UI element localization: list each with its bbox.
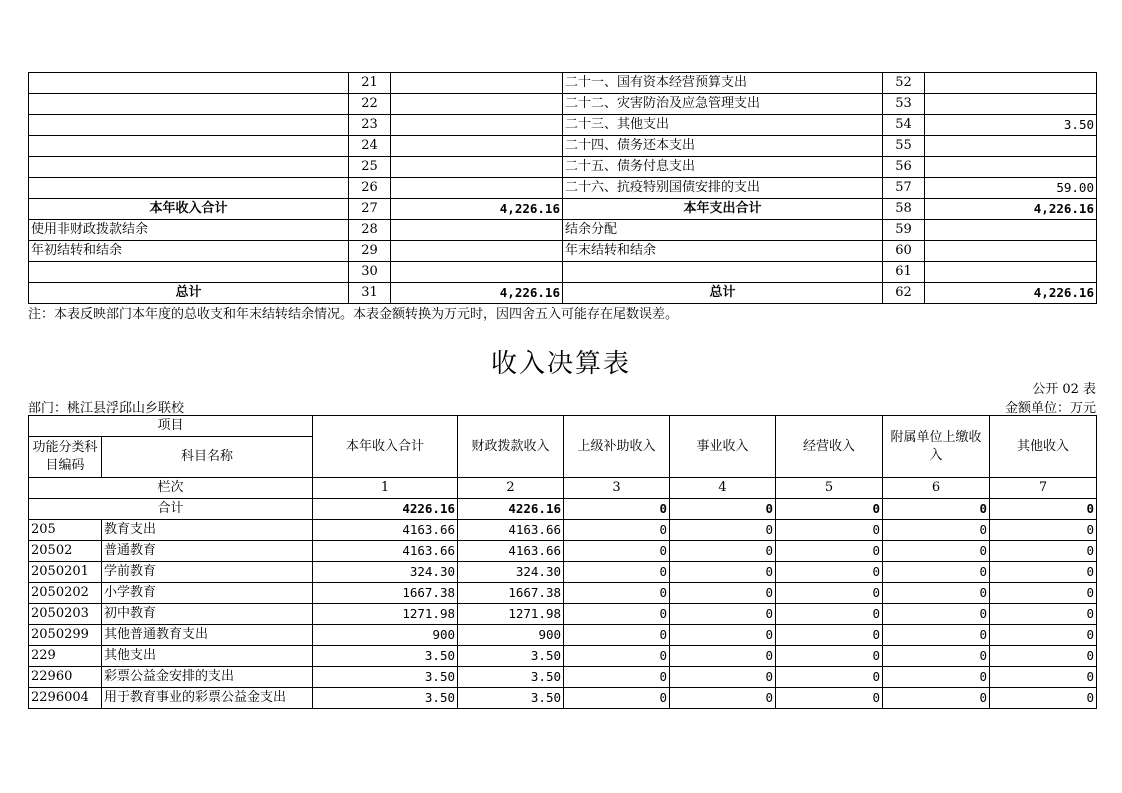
expense-item-label: 二十六、抗疫特别国债安排的支出 — [563, 178, 883, 199]
subject-code: 20502 — [29, 541, 102, 562]
subject-name: 用于教育事业的彩票公益金支出 — [102, 688, 313, 709]
income-value: 0 — [670, 667, 776, 688]
income-item-label — [29, 157, 349, 178]
expense-line-number: 62 — [883, 283, 925, 304]
income-value: 0 — [670, 646, 776, 667]
income-value: 4163.66 — [458, 541, 564, 562]
income-line-number: 30 — [349, 262, 391, 283]
column-number-label: 栏次 — [29, 478, 313, 499]
subject-name: 其他普通教育支出 — [102, 625, 313, 646]
income-item-label — [29, 115, 349, 136]
income-line-number: 26 — [349, 178, 391, 199]
subject-code: 2050202 — [29, 583, 102, 604]
expense-line-number: 61 — [883, 262, 925, 283]
expense-amount: 4,226.16 — [925, 283, 1097, 304]
income-item-label: 本年收入合计 — [29, 199, 349, 220]
table-row — [29, 604, 1097, 625]
income-value: 0 — [883, 541, 990, 562]
income-line-number: 29 — [349, 241, 391, 262]
header-row-1 — [29, 416, 1097, 437]
income-item-label: 使用非财政拨款结余 — [29, 220, 349, 241]
total-row — [29, 499, 1097, 520]
expense-line-number: 58 — [883, 199, 925, 220]
income-item-label: 总计 — [29, 283, 349, 304]
table-row — [29, 583, 1097, 604]
income-value: 0 — [776, 667, 883, 688]
expense-amount: 4,226.16 — [925, 199, 1097, 220]
table-row — [29, 625, 1097, 646]
income-amount: 4,226.16 — [391, 199, 563, 220]
expense-line-number: 53 — [883, 94, 925, 115]
expense-item-label: 二十三、其他支出 — [563, 115, 883, 136]
expense-item-label: 二十一、国有资本经营预算支出 — [563, 73, 883, 94]
header-code: 功能分类科目编码 — [29, 437, 102, 478]
expense-amount — [925, 262, 1097, 283]
total-value: 0 — [883, 499, 990, 520]
income-line-number: 27 — [349, 199, 391, 220]
expense-amount: 59.00 — [925, 178, 1097, 199]
income-amount — [391, 178, 563, 199]
income-value: 0 — [564, 646, 670, 667]
income-value: 0 — [670, 562, 776, 583]
income-value: 0 — [990, 583, 1097, 604]
income-value: 4163.66 — [458, 520, 564, 541]
income-value: 0 — [990, 667, 1097, 688]
income-value: 0 — [564, 520, 670, 541]
income-value: 0 — [883, 520, 990, 541]
header-col-5: 经营收入 — [776, 416, 883, 478]
income-value: 0 — [776, 688, 883, 709]
expense-item-label — [563, 262, 883, 283]
income-value: 0 — [564, 562, 670, 583]
column-number: 1 — [313, 478, 458, 499]
summary-row — [29, 136, 1097, 157]
expense-amount — [925, 94, 1097, 115]
income-line-number: 23 — [349, 115, 391, 136]
income-value: 0 — [883, 583, 990, 604]
expense-amount — [925, 157, 1097, 178]
income-value: 3.50 — [313, 688, 458, 709]
subject-name: 初中教育 — [102, 604, 313, 625]
income-value: 3.50 — [458, 667, 564, 688]
expense-amount — [925, 241, 1097, 262]
summary-row — [29, 220, 1097, 241]
expense-line-number: 55 — [883, 136, 925, 157]
header-item: 项目 — [29, 416, 313, 437]
expense-line-number: 54 — [883, 115, 925, 136]
income-value: 0 — [990, 520, 1097, 541]
income-value: 4163.66 — [313, 520, 458, 541]
expense-item-label: 结余分配 — [563, 220, 883, 241]
income-value: 0 — [564, 688, 670, 709]
income-value: 0 — [776, 604, 883, 625]
table-note: 注：本表反映部门本年度的总收支和年末结转结余情况。本表金额转换为万元时，因四舍五入可能存在尾数误差。 — [28, 307, 679, 322]
income-value: 0 — [990, 646, 1097, 667]
table-row — [29, 646, 1097, 667]
income-table — [28, 415, 1097, 709]
summary-row — [29, 115, 1097, 136]
subject-code: 2050299 — [29, 625, 102, 646]
expense-line-number: 60 — [883, 241, 925, 262]
income-amount — [391, 94, 563, 115]
income-value: 324.30 — [458, 562, 564, 583]
expense-line-number: 56 — [883, 157, 925, 178]
department-label: 部门：桃江县浮邱山乡联校 — [28, 401, 185, 416]
summary-row — [29, 241, 1097, 262]
income-value: 0 — [776, 625, 883, 646]
income-value: 0 — [990, 541, 1097, 562]
income-value: 0 — [883, 625, 990, 646]
column-number: 4 — [670, 478, 776, 499]
income-value: 900 — [458, 625, 564, 646]
header-col-1: 本年收入合计 — [313, 416, 458, 478]
subject-name: 其他支出 — [102, 646, 313, 667]
income-value: 3.50 — [458, 688, 564, 709]
total-value: 0 — [990, 499, 1097, 520]
expense-line-number: 57 — [883, 178, 925, 199]
income-value: 0 — [776, 646, 883, 667]
expense-line-number: 59 — [883, 220, 925, 241]
income-amount — [391, 262, 563, 283]
subject-code: 205 — [29, 520, 102, 541]
column-number: 5 — [776, 478, 883, 499]
header-col-6: 附属单位上缴收入 — [883, 416, 990, 478]
column-number: 6 — [883, 478, 990, 499]
table-row — [29, 688, 1097, 709]
income-amount — [391, 73, 563, 94]
income-value: 1271.98 — [313, 604, 458, 625]
summary-table — [28, 72, 1097, 304]
public-table-number: 公开 02 表 — [1032, 382, 1096, 397]
total-value: 4226.16 — [313, 499, 458, 520]
income-amount — [391, 136, 563, 157]
subject-code: 2050201 — [29, 562, 102, 583]
income-item-label: 年初结转和结余 — [29, 241, 349, 262]
income-value: 0 — [564, 667, 670, 688]
income-value: 0 — [670, 541, 776, 562]
summary-row — [29, 262, 1097, 283]
expense-amount — [925, 73, 1097, 94]
income-value: 1271.98 — [458, 604, 564, 625]
subject-name: 普通教育 — [102, 541, 313, 562]
income-line-number: 24 — [349, 136, 391, 157]
income-value: 0 — [776, 562, 883, 583]
summary-row — [29, 157, 1097, 178]
summary-row — [29, 283, 1097, 304]
header-col-7: 其他收入 — [990, 416, 1097, 478]
income-line-number: 25 — [349, 157, 391, 178]
header-col-3: 上级补助收入 — [564, 416, 670, 478]
header-col-2: 财政拨款收入 — [458, 416, 564, 478]
column-number: 3 — [564, 478, 670, 499]
income-value: 0 — [564, 625, 670, 646]
expense-item-label: 本年支出合计 — [563, 199, 883, 220]
column-number-row — [29, 478, 1097, 499]
income-item-label — [29, 178, 349, 199]
income-value: 324.30 — [313, 562, 458, 583]
income-amount — [391, 115, 563, 136]
table-row — [29, 520, 1097, 541]
income-value: 1667.38 — [458, 583, 564, 604]
expense-item-label: 年末结转和结余 — [563, 241, 883, 262]
income-value: 0 — [883, 688, 990, 709]
expense-amount — [925, 136, 1097, 157]
income-value: 0 — [564, 583, 670, 604]
income-value: 0 — [883, 667, 990, 688]
income-value: 0 — [670, 625, 776, 646]
income-amount — [391, 220, 563, 241]
income-value: 0 — [990, 625, 1097, 646]
subject-name: 教育支出 — [102, 520, 313, 541]
expense-item-label: 总计 — [563, 283, 883, 304]
income-value: 0 — [990, 688, 1097, 709]
expense-item-label: 二十五、债务付息支出 — [563, 157, 883, 178]
income-value: 0 — [670, 520, 776, 541]
table-row — [29, 562, 1097, 583]
income-value: 0 — [564, 541, 670, 562]
income-amount: 4,226.16 — [391, 283, 563, 304]
summary-row — [29, 178, 1097, 199]
subject-code: 229 — [29, 646, 102, 667]
income-value: 0 — [776, 541, 883, 562]
income-line-number: 22 — [349, 94, 391, 115]
subject-code: 2296004 — [29, 688, 102, 709]
income-line-number: 21 — [349, 73, 391, 94]
income-value: 0 — [670, 604, 776, 625]
expense-item-label: 二十四、债务还本支出 — [563, 136, 883, 157]
income-value: 1667.38 — [313, 583, 458, 604]
subject-code: 2050203 — [29, 604, 102, 625]
income-value: 0 — [883, 646, 990, 667]
subject-name: 彩票公益金安排的支出 — [102, 667, 313, 688]
income-amount — [391, 241, 563, 262]
income-value: 3.50 — [313, 646, 458, 667]
income-value: 3.50 — [313, 667, 458, 688]
total-label: 合计 — [29, 499, 313, 520]
total-value: 4226.16 — [458, 499, 564, 520]
income-value: 0 — [883, 562, 990, 583]
income-value: 0 — [990, 604, 1097, 625]
header-col-4: 事业收入 — [670, 416, 776, 478]
subject-code: 22960 — [29, 667, 102, 688]
income-item-label — [29, 136, 349, 157]
income-value: 0 — [564, 604, 670, 625]
amount-unit-label: 金额单位：万元 — [1004, 401, 1096, 416]
expense-amount: 3.50 — [925, 115, 1097, 136]
table-row — [29, 541, 1097, 562]
expense-amount — [925, 220, 1097, 241]
total-value: 0 — [564, 499, 670, 520]
subject-name: 小学教育 — [102, 583, 313, 604]
total-value: 0 — [776, 499, 883, 520]
income-value: 0 — [670, 688, 776, 709]
expense-item-label: 二十二、灾害防治及应急管理支出 — [563, 94, 883, 115]
summary-row — [29, 199, 1097, 220]
income-item-label — [29, 73, 349, 94]
income-item-label — [29, 262, 349, 283]
table-row — [29, 667, 1097, 688]
income-item-label — [29, 94, 349, 115]
summary-row — [29, 73, 1097, 94]
column-number: 7 — [990, 478, 1097, 499]
income-line-number: 31 — [349, 283, 391, 304]
income-amount — [391, 157, 563, 178]
summary-row — [29, 94, 1097, 115]
income-value: 4163.66 — [313, 541, 458, 562]
income-value: 0 — [670, 583, 776, 604]
income-line-number: 28 — [349, 220, 391, 241]
income-value: 0 — [990, 562, 1097, 583]
income-value: 0 — [883, 604, 990, 625]
income-value: 3.50 — [458, 646, 564, 667]
income-value: 0 — [776, 520, 883, 541]
expense-line-number: 52 — [883, 73, 925, 94]
header-name: 科目名称 — [102, 437, 313, 478]
total-value: 0 — [670, 499, 776, 520]
subject-name: 学前教育 — [102, 562, 313, 583]
page-title: 收入决算表 — [490, 349, 631, 379]
column-number: 2 — [458, 478, 564, 499]
income-value: 0 — [776, 583, 883, 604]
income-value: 900 — [313, 625, 458, 646]
